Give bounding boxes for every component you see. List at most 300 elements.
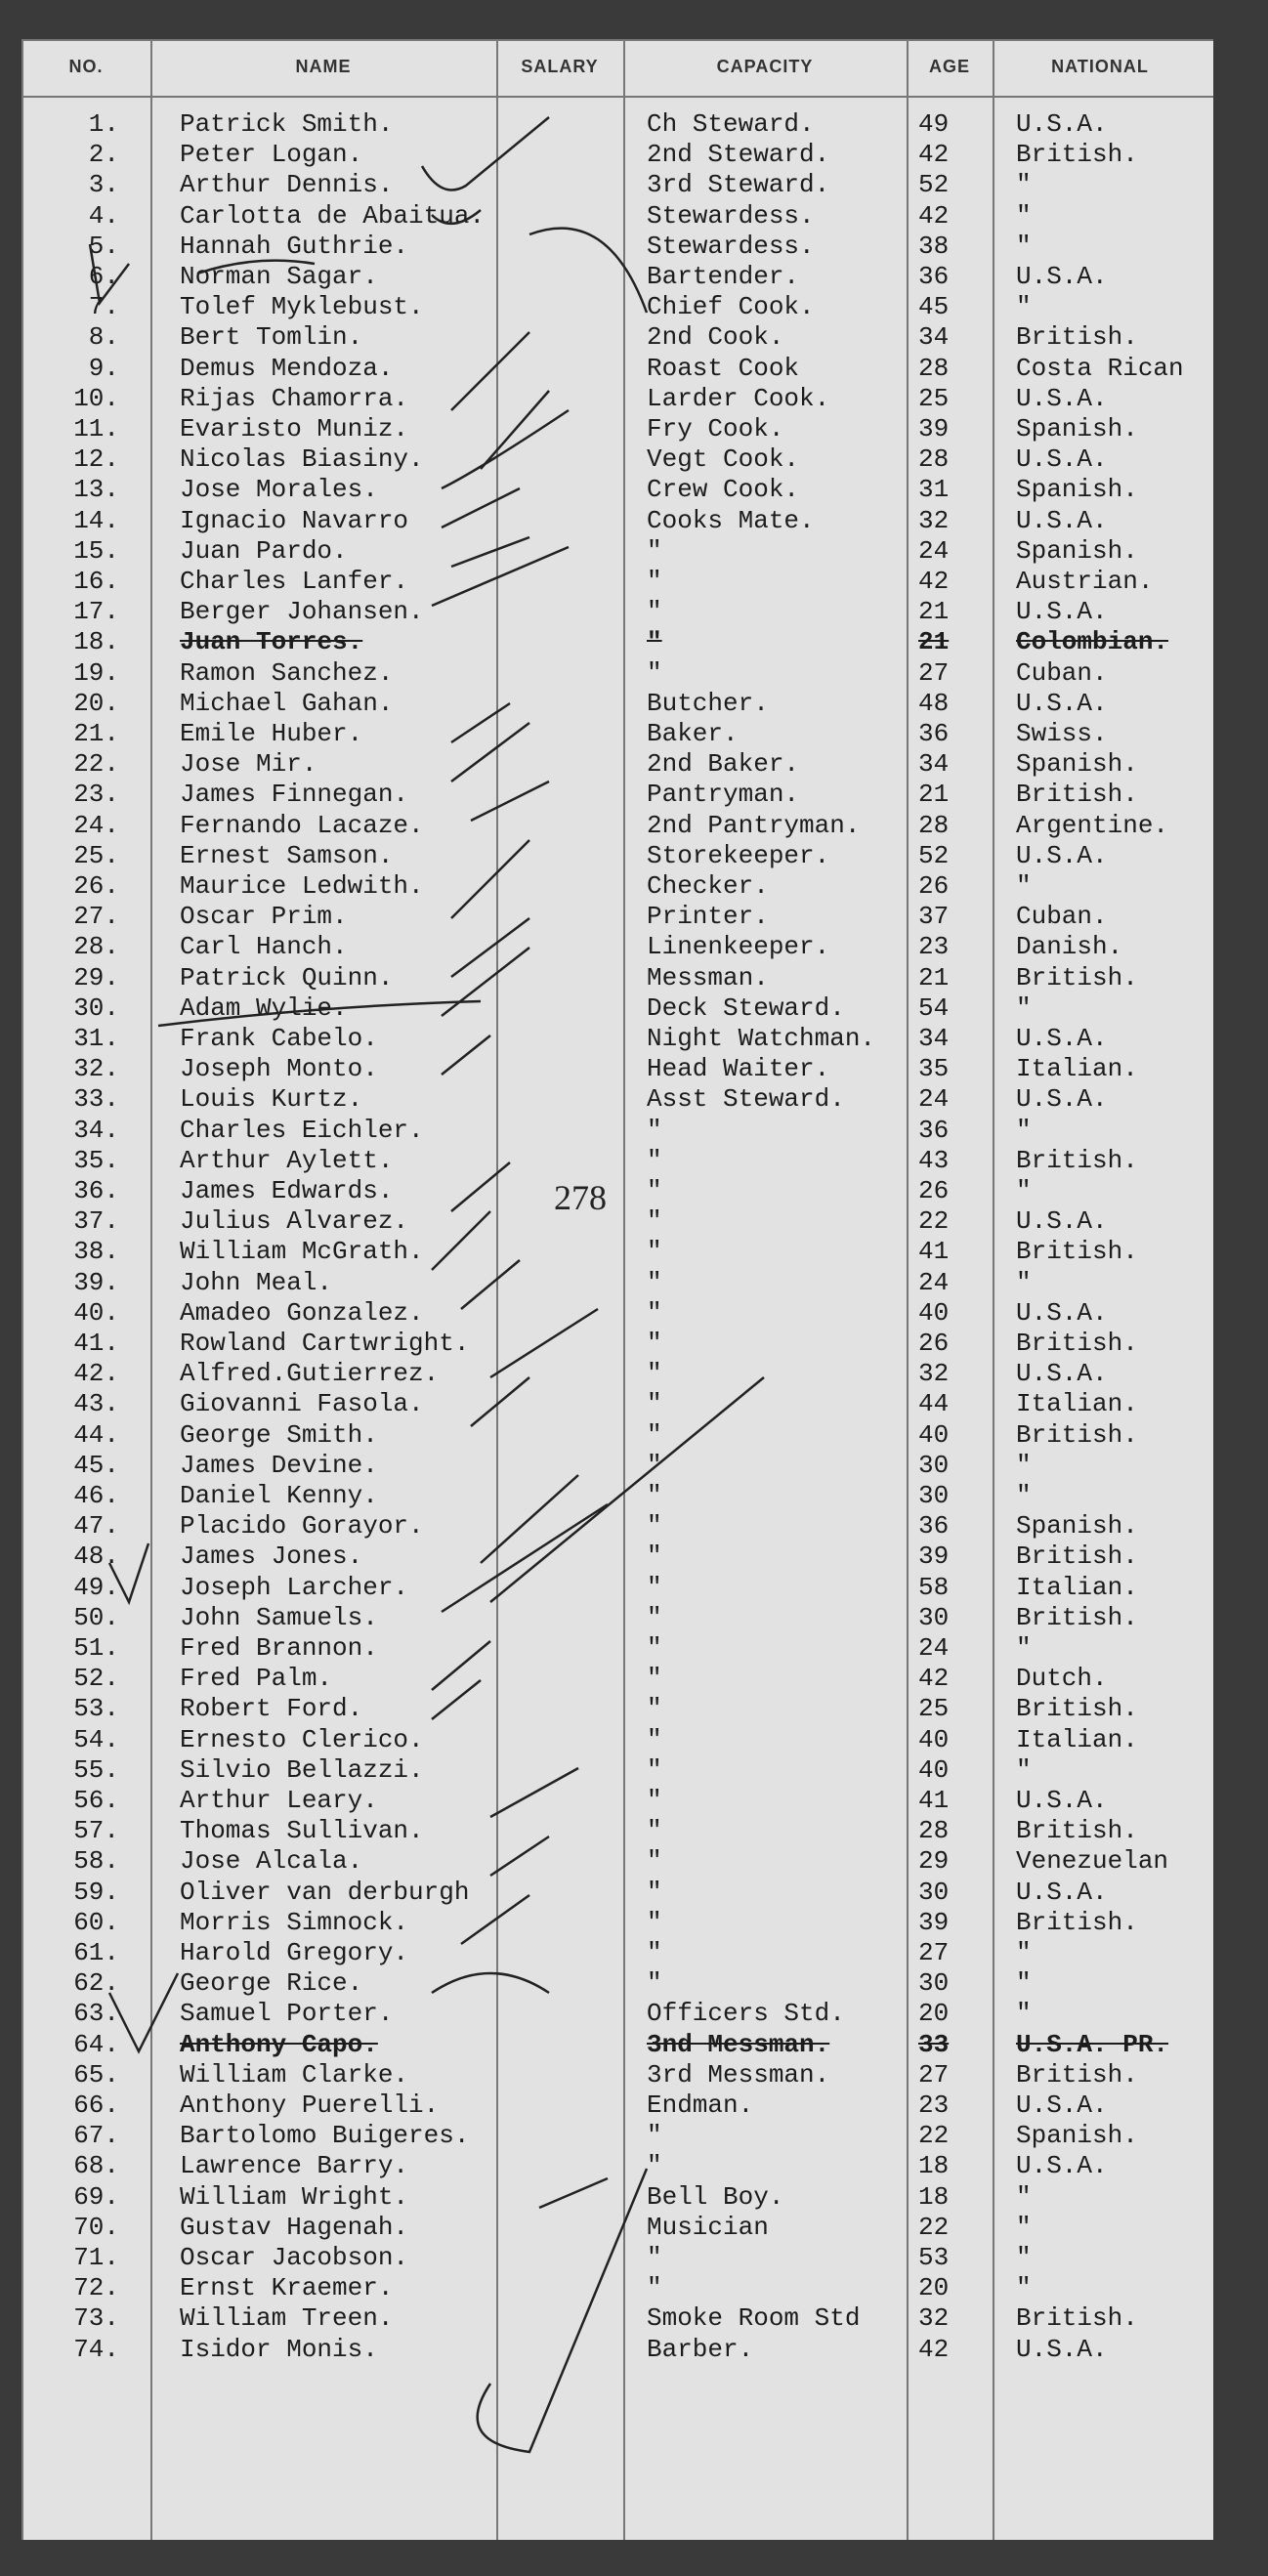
row-number: 1. xyxy=(88,109,119,139)
row-number: 28. xyxy=(73,932,119,962)
crew-age: 30 xyxy=(918,1450,950,1480)
punch-hole xyxy=(1219,2032,1256,2083)
crew-age: 43 xyxy=(918,1145,950,1175)
crew-age: 32 xyxy=(918,2303,950,2334)
crew-age: 30 xyxy=(918,1602,950,1632)
row-number: 34. xyxy=(73,1115,119,1145)
row-number: 18. xyxy=(73,627,119,657)
crew-name: Jose Morales. xyxy=(180,475,378,505)
row-number: 53. xyxy=(73,1694,119,1724)
crew-age: 58 xyxy=(918,1572,950,1602)
row-number: 65. xyxy=(73,2059,119,2090)
row-number: 47. xyxy=(73,1511,119,1541)
crew-age: 36 xyxy=(918,1511,950,1541)
row-number: 44. xyxy=(73,1419,119,1450)
row-number: 45. xyxy=(73,1450,119,1480)
crew-name: Ernesto Clerico. xyxy=(180,1724,424,1754)
crew-nationality: Dutch. xyxy=(1016,1664,1108,1694)
crew-name: Arthur Dennis. xyxy=(180,170,394,200)
crew-name: Julius Alvarez. xyxy=(180,1206,409,1237)
crew-name: Rowland Cartwright. xyxy=(180,1329,470,1358)
row-number: 23. xyxy=(73,780,119,810)
crew-age: 27 xyxy=(918,1938,950,1967)
crew-name: Isidor Monis. xyxy=(180,2334,378,2364)
crew-nationality: U.S.A. xyxy=(1016,505,1108,535)
crew-age: 40 xyxy=(918,1297,950,1328)
crew-age: 26 xyxy=(918,1176,950,1205)
crew-name: Anthony Capo. xyxy=(180,2029,378,2059)
crew-age: 31 xyxy=(918,475,950,505)
crew-nationality: " xyxy=(1016,2181,1032,2212)
crew-capacity: Checker. xyxy=(647,871,769,901)
crew-name: James Devine. xyxy=(180,1450,378,1480)
crew-nationality: " xyxy=(1016,1115,1032,1145)
crew-name: Samuel Porter. xyxy=(180,1999,394,2029)
crew-nationality: U.S.A. xyxy=(1016,444,1108,475)
crew-age: 21 xyxy=(918,597,950,627)
crew-name: Ernest Samson. xyxy=(180,840,394,870)
crew-nationality: U.S.A. PR. xyxy=(1016,2029,1169,2059)
crew-name: Charles Lanfer. xyxy=(180,567,409,596)
crew-name: Carlotta de Abaitua. xyxy=(180,200,486,231)
row-number: 17. xyxy=(73,597,119,627)
crew-nationality: British. xyxy=(1016,1419,1138,1450)
crew-nationality: " xyxy=(1016,871,1032,901)
crew-age: 33 xyxy=(918,2029,950,2059)
crew-name: Ramon Sanchez. xyxy=(180,657,394,688)
crew-age: 41 xyxy=(918,1786,950,1815)
crew-nationality: U.S.A. xyxy=(1016,1877,1108,1907)
crew-name: Adam Wylie. xyxy=(180,992,348,1023)
crew-nationality: " xyxy=(1016,170,1032,200)
crew-age: 20 xyxy=(918,1999,950,2029)
crew-nationality: Italian. xyxy=(1016,1724,1138,1754)
crew-age: 30 xyxy=(918,1968,950,1999)
row-number: 3. xyxy=(88,170,119,200)
crew-age: 28 xyxy=(918,1816,950,1846)
crew-age: 39 xyxy=(918,1541,950,1572)
crew-name: Fred Brannon. xyxy=(180,1633,378,1663)
crew-name: William Clarke. xyxy=(180,2059,409,2090)
row-number: 35. xyxy=(73,1145,119,1175)
row-number: 38. xyxy=(73,1237,119,1267)
crew-capacity: 2nd Steward. xyxy=(647,140,830,170)
row-number: 16. xyxy=(73,567,119,596)
header-name: NAME xyxy=(295,57,352,76)
crew-name: William Treen. xyxy=(180,2303,394,2334)
crew-capacity: " xyxy=(647,1664,662,1694)
crew-nationality: Italian. xyxy=(1016,1389,1138,1419)
crew-age: 32 xyxy=(918,1359,950,1389)
row-number: 67. xyxy=(73,2121,119,2151)
row-number: 26. xyxy=(73,871,119,901)
crew-nationality: U.S.A. xyxy=(1016,1206,1108,1237)
crew-name: Morris Simnock. xyxy=(180,1907,409,1937)
row-number: 21. xyxy=(73,719,119,748)
crew-age: 26 xyxy=(918,871,950,901)
crew-capacity: " xyxy=(647,1115,662,1145)
crew-capacity: " xyxy=(647,1816,662,1846)
crew-name: Gustav Hagenah. xyxy=(180,2212,409,2242)
crew-age: 18 xyxy=(918,2151,950,2181)
crew-nationality: Venezuelan xyxy=(1016,1846,1169,1877)
row-number: 64. xyxy=(73,2029,119,2059)
crew-capacity: " xyxy=(647,1359,662,1389)
crew-capacity: Crew Cook. xyxy=(647,475,800,505)
crew-capacity: " xyxy=(647,1237,662,1267)
crew-age: 36 xyxy=(918,262,950,291)
crew-capacity: " xyxy=(647,627,662,657)
crew-name: Thomas Sullivan. xyxy=(180,1816,424,1846)
crew-capacity: Larder Cook. xyxy=(647,383,830,413)
crew-age: 39 xyxy=(918,414,950,443)
row-number: 27. xyxy=(73,902,119,932)
crew-capacity: " xyxy=(647,535,662,566)
crew-nationality: British. xyxy=(1016,1329,1138,1358)
row-number: 32. xyxy=(73,1054,119,1084)
crew-capacity: " xyxy=(647,1419,662,1450)
crew-nationality: British. xyxy=(1016,962,1138,992)
crew-nationality: " xyxy=(1016,292,1032,322)
crew-age: 30 xyxy=(918,1877,950,1907)
row-number: 50. xyxy=(73,1602,119,1632)
handwritten-check-marks xyxy=(21,39,1213,2540)
crew-capacity: Smoke Room Std xyxy=(647,2303,861,2334)
crew-capacity: " xyxy=(647,1968,662,1999)
crew-nationality: " xyxy=(1016,1938,1032,1967)
crew-capacity: " xyxy=(647,1633,662,1663)
crew-age: 42 xyxy=(918,2334,950,2364)
crew-nationality: " xyxy=(1016,2212,1032,2242)
crew-nationality: Spanish. xyxy=(1016,475,1138,505)
crew-nationality: " xyxy=(1016,1267,1032,1297)
row-number: 15. xyxy=(73,535,119,566)
crew-nationality: " xyxy=(1016,1481,1032,1510)
crew-age: 27 xyxy=(918,657,950,688)
row-number: 37. xyxy=(73,1206,119,1237)
crew-age: 22 xyxy=(918,2212,950,2242)
crew-age: 24 xyxy=(918,1267,950,1297)
crew-name: Hannah Guthrie. xyxy=(180,231,409,261)
crew-name: Louis Kurtz. xyxy=(180,1084,363,1115)
crew-nationality: U.S.A. xyxy=(1016,109,1108,139)
crew-capacity: " xyxy=(647,1754,662,1785)
crew-name: Arthur Aylett. xyxy=(180,1145,394,1175)
row-number: 56. xyxy=(73,1786,119,1815)
row-number: 68. xyxy=(73,2151,119,2181)
crew-name: Giovanni Fasola. xyxy=(180,1389,424,1419)
crew-capacity: Linenkeeper. xyxy=(647,932,830,962)
row-number: 49. xyxy=(73,1572,119,1602)
crew-capacity: Storekeeper. xyxy=(647,840,830,870)
crew-capacity: Messman. xyxy=(647,962,769,992)
row-number: 52. xyxy=(73,1664,119,1694)
crew-capacity: Officers Std. xyxy=(647,1999,845,2029)
crew-capacity: " xyxy=(647,1907,662,1937)
crew-name: Joseph Larcher. xyxy=(180,1572,409,1602)
crew-capacity: 2nd Pantryman. xyxy=(647,810,861,840)
crew-capacity: 3rd Messman. xyxy=(647,2059,830,2090)
crew-nationality: U.S.A. xyxy=(1016,1024,1108,1053)
crew-name: Silvio Bellazzi. xyxy=(180,1754,424,1785)
crew-capacity: " xyxy=(647,1329,662,1358)
crew-name: Fred Palm. xyxy=(180,1664,333,1694)
crew-name: Berger Johansen. xyxy=(180,597,424,627)
crew-nationality: Italian. xyxy=(1016,1572,1138,1602)
row-number: 13. xyxy=(73,475,119,505)
crew-age: 21 xyxy=(918,962,950,992)
crew-age: 35 xyxy=(918,1054,950,1084)
crew-name: Ernst Kraemer. xyxy=(180,2273,394,2303)
crew-name: Oscar Prim. xyxy=(180,902,348,932)
crew-nationality: Cuban. xyxy=(1016,902,1108,932)
crew-age: 21 xyxy=(918,627,950,657)
row-number: 74. xyxy=(73,2334,119,2364)
crew-name: Juan Pardo. xyxy=(180,535,348,566)
crew-capacity: 2nd Cook. xyxy=(647,322,784,353)
crew-nationality: British. xyxy=(1016,1816,1138,1846)
crew-age: 40 xyxy=(918,1724,950,1754)
document-sheet xyxy=(21,39,1213,2540)
header-age: AGE xyxy=(928,57,970,76)
row-number: 12. xyxy=(73,444,119,475)
crew-nationality: U.S.A. xyxy=(1016,2151,1108,2181)
crew-age: 45 xyxy=(918,292,950,322)
row-number: 71. xyxy=(73,2243,119,2272)
crew-name: Oscar Jacobson. xyxy=(180,2243,409,2272)
crew-age: 22 xyxy=(918,2121,950,2151)
crew-age: 18 xyxy=(918,2181,950,2212)
crew-capacity: " xyxy=(647,1877,662,1907)
crew-capacity: Ch Steward. xyxy=(647,109,815,139)
crew-capacity: Cooks Mate. xyxy=(647,505,815,535)
crew-nationality: Spanish. xyxy=(1016,1511,1138,1541)
crew-nationality: British. xyxy=(1016,780,1138,810)
crew-name: Norman Sagar. xyxy=(180,262,378,291)
crew-age: 44 xyxy=(918,1389,950,1419)
row-number: 31. xyxy=(73,1024,119,1053)
crew-age: 25 xyxy=(918,383,950,413)
crew-age: 21 xyxy=(918,780,950,810)
crew-name: John Meal. xyxy=(180,1267,333,1297)
crew-age: 42 xyxy=(918,200,950,231)
crew-capacity: 3nd Messman. xyxy=(647,2029,830,2059)
crew-capacity: " xyxy=(647,567,662,596)
crew-age: 24 xyxy=(918,1633,950,1663)
crew-capacity: " xyxy=(647,1724,662,1754)
crew-nationality: Spanish. xyxy=(1016,414,1138,443)
crew-nationality: Danish. xyxy=(1016,932,1123,962)
crew-name: Bartolomo Buigeres. xyxy=(180,2121,470,2151)
crew-name: Demus Mendoza. xyxy=(180,353,394,383)
crew-name: Arthur Leary. xyxy=(180,1786,378,1815)
stamp-number: 278 xyxy=(554,1178,607,1217)
row-number: 24. xyxy=(73,810,119,840)
crew-age: 29 xyxy=(918,1846,950,1877)
crew-capacity: " xyxy=(647,2121,662,2151)
crew-nationality: British. xyxy=(1016,1145,1138,1175)
crew-age: 23 xyxy=(918,932,950,962)
crew-name: Bert Tomlin. xyxy=(180,322,363,353)
row-number: 58. xyxy=(73,1846,119,1877)
crew-capacity: Baker. xyxy=(647,719,739,748)
row-number: 5. xyxy=(88,231,119,261)
crew-capacity: Barber. xyxy=(647,2334,754,2364)
crew-name: Daniel Kenny. xyxy=(180,1481,378,1510)
row-number: 2. xyxy=(88,140,119,170)
row-number: 63. xyxy=(73,1999,119,2029)
crew-name: Carl Hanch. xyxy=(180,932,348,962)
crew-capacity: 3rd Steward. xyxy=(647,170,830,200)
crew-nationality: Cuban. xyxy=(1016,657,1108,688)
crew-age: 42 xyxy=(918,1664,950,1694)
crew-nationality: Spanish. xyxy=(1016,535,1138,566)
crew-age: 41 xyxy=(918,1237,950,1267)
crew-capacity: " xyxy=(647,1572,662,1602)
crew-nationality: Italian. xyxy=(1016,1054,1138,1084)
crew-name: Jose Alcala. xyxy=(180,1846,363,1877)
crew-nationality: British. xyxy=(1016,1694,1138,1724)
crew-capacity: Asst Steward. xyxy=(647,1084,845,1115)
row-number: 55. xyxy=(73,1754,119,1785)
crew-capacity: " xyxy=(647,1206,662,1237)
crew-capacity: Bartender. xyxy=(647,262,800,291)
crew-capacity: " xyxy=(647,1846,662,1877)
crew-age: 28 xyxy=(918,810,950,840)
crew-capacity: Endman. xyxy=(647,2090,754,2120)
row-number: 61. xyxy=(73,1938,119,1967)
crew-name: Michael Gahan. xyxy=(180,688,394,718)
crew-name: Robert Ford. xyxy=(180,1694,363,1724)
row-number: 9. xyxy=(88,353,119,383)
crew-capacity: " xyxy=(647,2151,662,2181)
crew-nationality: U.S.A. xyxy=(1016,262,1108,291)
row-number: 25. xyxy=(73,840,119,870)
crew-nationality: U.S.A. xyxy=(1016,1359,1108,1389)
crew-age: 40 xyxy=(918,1419,950,1450)
crew-capacity: " xyxy=(647,1541,662,1572)
header-salary: SALARY xyxy=(521,57,599,76)
crew-age: 34 xyxy=(918,1024,950,1053)
crew-age: 52 xyxy=(918,840,950,870)
crew-nationality: British. xyxy=(1016,2059,1138,2090)
row-number: 59. xyxy=(73,1877,119,1907)
crew-name: Maurice Ledwith. xyxy=(180,871,424,901)
crew-age: 32 xyxy=(918,505,950,535)
crew-capacity: " xyxy=(647,657,662,688)
crew-nationality: " xyxy=(1016,1633,1032,1663)
row-number: 40. xyxy=(73,1297,119,1328)
row-number: 33. xyxy=(73,1084,119,1115)
row-number: 4. xyxy=(88,200,119,231)
crew-name: Lawrence Barry. xyxy=(180,2151,409,2181)
punch-hole xyxy=(1219,132,1256,183)
crew-nationality: British. xyxy=(1016,322,1138,353)
crew-age: 27 xyxy=(918,2059,950,2090)
crew-nationality: Spanish. xyxy=(1016,2121,1138,2151)
crew-capacity: " xyxy=(647,1938,662,1967)
crew-name: Amadeo Gonzalez. xyxy=(180,1297,424,1328)
crew-age: 36 xyxy=(918,719,950,748)
crew-nationality: Argentine. xyxy=(1016,810,1169,840)
crew-name: Anthony Puerelli. xyxy=(180,2090,440,2120)
crew-capacity: " xyxy=(647,2273,662,2303)
crew-name: Jose Mir. xyxy=(180,749,317,780)
row-number: 30. xyxy=(73,992,119,1023)
crew-age: 48 xyxy=(918,688,950,718)
crew-nationality: U.S.A. xyxy=(1016,1297,1108,1328)
row-number: 20. xyxy=(73,688,119,718)
crew-age: 39 xyxy=(918,1907,950,1937)
crew-name: Emile Huber. xyxy=(180,719,363,748)
row-number: 6. xyxy=(88,262,119,291)
crew-nationality: " xyxy=(1016,992,1032,1023)
crew-capacity: " xyxy=(647,1389,662,1419)
crew-nationality: " xyxy=(1016,231,1032,261)
crew-name: Juan Torres. xyxy=(180,627,363,657)
crew-name: William McGrath. xyxy=(180,1237,424,1267)
row-number: 11. xyxy=(73,414,119,443)
crew-nationality: British. xyxy=(1016,1541,1138,1572)
crew-name: Placido Gorayor. xyxy=(180,1511,424,1541)
row-number: 36. xyxy=(73,1176,119,1205)
crew-name: Charles Eichler. xyxy=(180,1115,424,1145)
crew-name: Nicolas Biasiny. xyxy=(180,444,424,475)
crew-nationality: British. xyxy=(1016,1602,1138,1632)
crew-capacity: 2nd Baker. xyxy=(647,749,800,780)
row-number: 54. xyxy=(73,1724,119,1754)
crew-age: 54 xyxy=(918,992,950,1023)
crew-nationality: Austrian. xyxy=(1016,567,1154,596)
crew-nationality: " xyxy=(1016,1754,1032,1785)
row-number: 8. xyxy=(88,322,119,353)
row-number: 62. xyxy=(73,1968,119,1999)
crew-capacity: Printer. xyxy=(647,902,769,932)
crew-nationality: " xyxy=(1016,1999,1032,2029)
crew-name: Evaristo Muniz. xyxy=(180,414,409,443)
crew-capacity: Fry Cook. xyxy=(647,414,784,443)
crew-name: James Jones. xyxy=(180,1541,363,1572)
crew-age: 26 xyxy=(918,1329,950,1358)
row-number: 72. xyxy=(73,2273,119,2303)
crew-capacity: Musician xyxy=(647,2212,769,2242)
crew-nationality: British. xyxy=(1016,1907,1138,1937)
row-number: 41. xyxy=(73,1329,119,1358)
crew-age: 28 xyxy=(918,353,950,383)
crew-capacity: Pantryman. xyxy=(647,780,800,810)
crew-capacity: Stewardess. xyxy=(647,200,815,231)
crew-capacity: Deck Steward. xyxy=(647,992,845,1023)
row-number: 19. xyxy=(73,657,119,688)
row-number: 66. xyxy=(73,2090,119,2120)
row-number: 70. xyxy=(73,2212,119,2242)
row-number: 22. xyxy=(73,749,119,780)
crew-nationality: U.S.A. xyxy=(1016,840,1108,870)
crew-nationality: " xyxy=(1016,1176,1032,1205)
crew-capacity: Chief Cook. xyxy=(647,292,815,322)
row-number: 51. xyxy=(73,1633,119,1663)
row-number: 10. xyxy=(73,383,119,413)
crew-capacity: " xyxy=(647,1786,662,1815)
crew-name: George Rice. xyxy=(180,1968,363,1999)
crew-capacity: " xyxy=(647,1481,662,1510)
crew-capacity: Night Watchman. xyxy=(647,1024,876,1053)
crew-age: 24 xyxy=(918,1084,950,1115)
crew-nationality: Swiss. xyxy=(1016,719,1108,748)
crew-nationality: " xyxy=(1016,1450,1032,1480)
crew-name: Patrick Smith. xyxy=(180,109,394,139)
crew-capacity: Butcher. xyxy=(647,688,769,718)
